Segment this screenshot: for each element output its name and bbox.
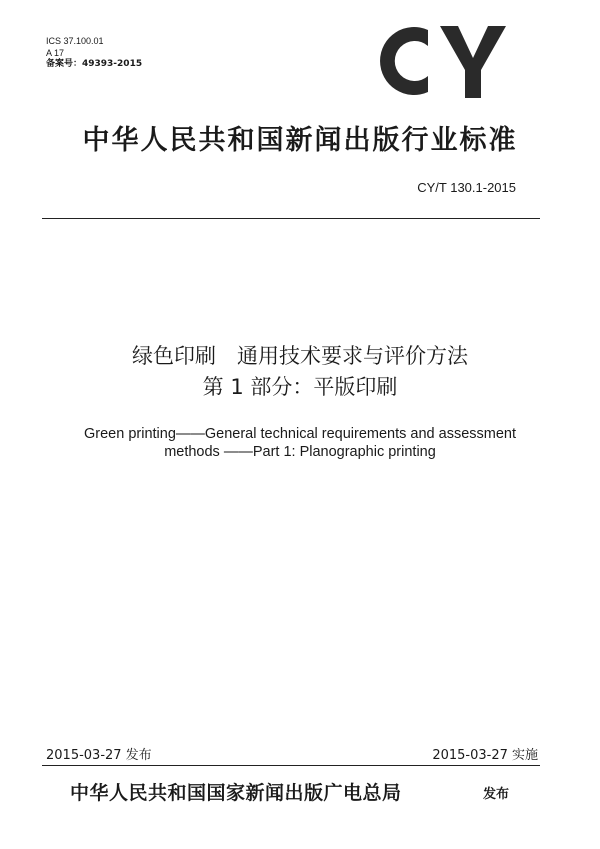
- implement-date: 2015-03-27 实施: [432, 748, 538, 763]
- organization-title: 中华人民共和国新闻出版行业标准: [82, 125, 518, 156]
- english-title-line-2: methods ——Part 1: Planographic printing: [164, 444, 436, 460]
- publisher-name: 中华人民共和国国家新闻出版广电总局: [70, 782, 402, 804]
- header-metadata: [46, 36, 142, 71]
- chinese-title-line-1: 绿色印刷 通用技术要求与评价方法: [132, 344, 468, 368]
- top-divider: [42, 218, 540, 219]
- classification-code: A 17: [46, 47, 65, 58]
- standard-code: CY/T 130.1-2015: [417, 180, 516, 195]
- bottom-divider: [42, 765, 540, 766]
- registration-number: 备案号：49393-2015: [46, 59, 143, 69]
- publisher-label: 发布: [483, 787, 510, 802]
- publish-date: 2015-03-27 发布: [46, 748, 152, 763]
- chinese-title-line-2: 第 1 部分：平版印刷: [202, 375, 398, 399]
- cy-logo: [370, 18, 518, 104]
- english-title-line-1: Green printing——General technical requirements and assessment: [84, 426, 516, 442]
- ics-code: ICS 37.100.01: [46, 36, 104, 46]
